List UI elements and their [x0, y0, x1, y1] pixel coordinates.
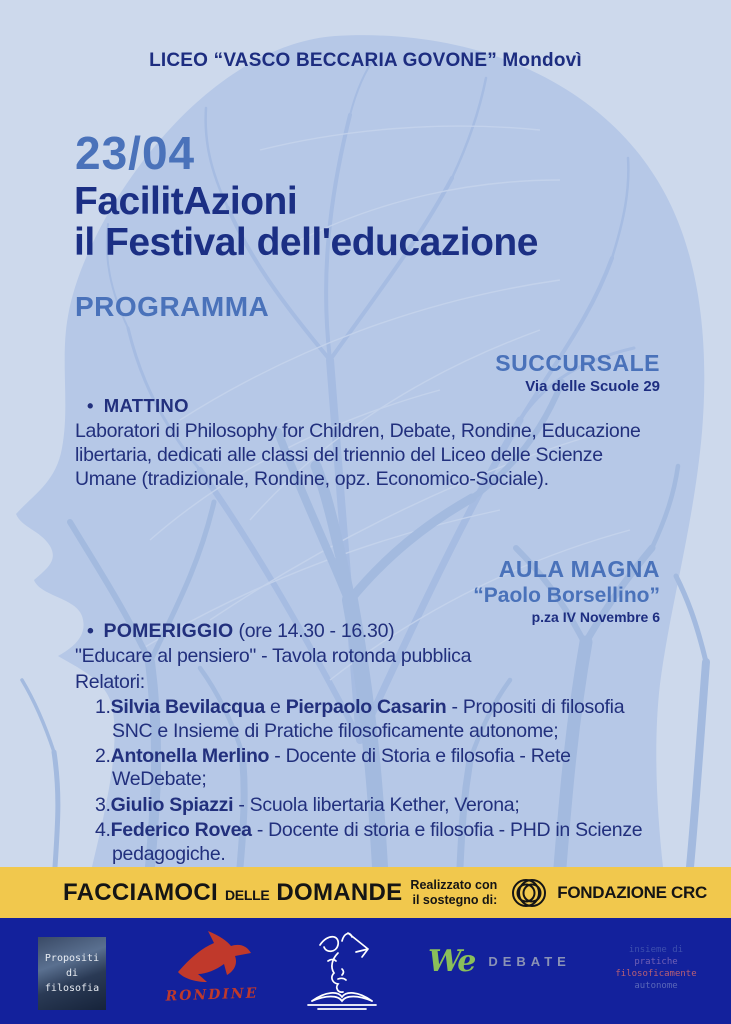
morning-description: Laboratori di Philosophy for Children, Debate, Rondine, Educazione libertaria, dedicati alle classi del triennio del Liceo delle Scienze Umane (tradizionale, Rondine, opz. Economico-Sociale). [75, 420, 641, 490]
face-book-drawing-logo [298, 925, 386, 1022]
campaign-slogan [63, 879, 403, 907]
speaker-description: - Scuola libertaria Kether, Verona; [233, 793, 520, 816]
speaker-item [95, 819, 665, 866]
support-text [410, 878, 497, 908]
speakers-label: Relatori: [75, 670, 145, 693]
logo-text-line: Propositi [44, 953, 100, 964]
program-label: PROGRAMMA [75, 291, 270, 322]
speaker-item [95, 794, 665, 817]
venue-name: SUCCURSALE [495, 350, 660, 376]
pratiche-autonome-logo [598, 944, 714, 993]
event-date: 23/04 [75, 127, 196, 179]
afternoon-subtitle: "Educare al pensiero" - Tavola rotonda pubblica [75, 645, 472, 668]
campaign-bar [0, 867, 731, 918]
speaker-number: 3. [95, 793, 111, 816]
morning-heading: MATTINO [103, 395, 189, 416]
bullet-icon: • [87, 395, 94, 416]
event-title-line1: FacilitAzioni [74, 180, 298, 223]
speaker-number: 4. [95, 819, 111, 842]
rondine-label: RONDINE [165, 985, 259, 1005]
logo-text-line: filosofia [44, 983, 100, 994]
venue-address: Via delle Scuole 29 [525, 378, 660, 395]
logo-text-line: autonome [634, 981, 678, 992]
sponsor-name: FONDAZIONE CRC [557, 882, 707, 902]
we-script-text: We [428, 944, 475, 979]
sponsor-logo [509, 873, 707, 913]
speaker-connector: e [264, 696, 286, 719]
face-book-drawing-icon [298, 925, 386, 1017]
speaker-item [95, 745, 665, 792]
venue-aula-magna [473, 556, 660, 625]
morning-heading-row [75, 395, 653, 417]
venue-name: AULA MAGNA [498, 556, 660, 582]
afternoon-heading: POMERIGGIO [103, 620, 234, 642]
morning-section [75, 395, 653, 491]
afternoon-heading-row [75, 620, 665, 643]
rondine-bird-icon [170, 928, 254, 984]
speaker-name: Giulio Spiazzi [110, 793, 234, 816]
campaign-word: DELLE [225, 886, 270, 903]
bullet-icon: • [87, 620, 94, 642]
support-line: il sostegno di: [412, 892, 498, 907]
venue-succursale [495, 350, 660, 395]
logo-text-line: di [65, 968, 79, 979]
speaker-description: - Docente di Storia e filosofia - Rete WeDebate; [112, 744, 571, 791]
speaker-number: 1. [95, 696, 111, 719]
propositi-di-filosofia-logo [38, 937, 106, 1010]
speaker-description: - Docente di storia e filosofia - PHD in Scienze pedagogiche. [112, 819, 643, 865]
afternoon-section [75, 620, 665, 866]
venue-address: p.za IV Novembre 6 [531, 609, 660, 625]
logo-text-line: insieme di [628, 945, 684, 955]
logo-strip [0, 918, 731, 1024]
speaker-description: - Propositi di filosofia SNC e Insieme di Pratiche filosoficamente autonome; [112, 696, 625, 742]
debate-text: DEBATE [488, 954, 571, 969]
speaker-number: 2. [95, 744, 111, 767]
we-debate-logo [428, 944, 571, 979]
campaign-word: FACCIAMOCI [63, 878, 218, 906]
campaign-word: DOMANDE [276, 878, 403, 906]
speaker-name: Silvia Bevilacqua [110, 696, 265, 719]
speaker-item [95, 696, 665, 743]
event-title-line2: il Festival dell'educazione [74, 221, 538, 264]
rondine-logo [164, 928, 260, 1003]
venue-dedication: “Paolo Borsellino” [473, 584, 660, 607]
speaker-name: Federico Rovea [110, 819, 252, 842]
support-line: Realizzato con [410, 877, 498, 892]
logo-text-line: filosoficamente [615, 969, 697, 980]
speaker-name: Pierpaolo Casarin [285, 696, 447, 719]
afternoon-time: (ore 14.30 - 16.30) [233, 620, 395, 642]
speaker-name: Antonella Merlino [110, 744, 270, 767]
school-name: LICEO “VASCO BECCARIA GOVONE” Mondovì [149, 50, 582, 71]
logo-text-line: pratiche [634, 957, 678, 968]
crc-rings-icon [509, 873, 549, 913]
